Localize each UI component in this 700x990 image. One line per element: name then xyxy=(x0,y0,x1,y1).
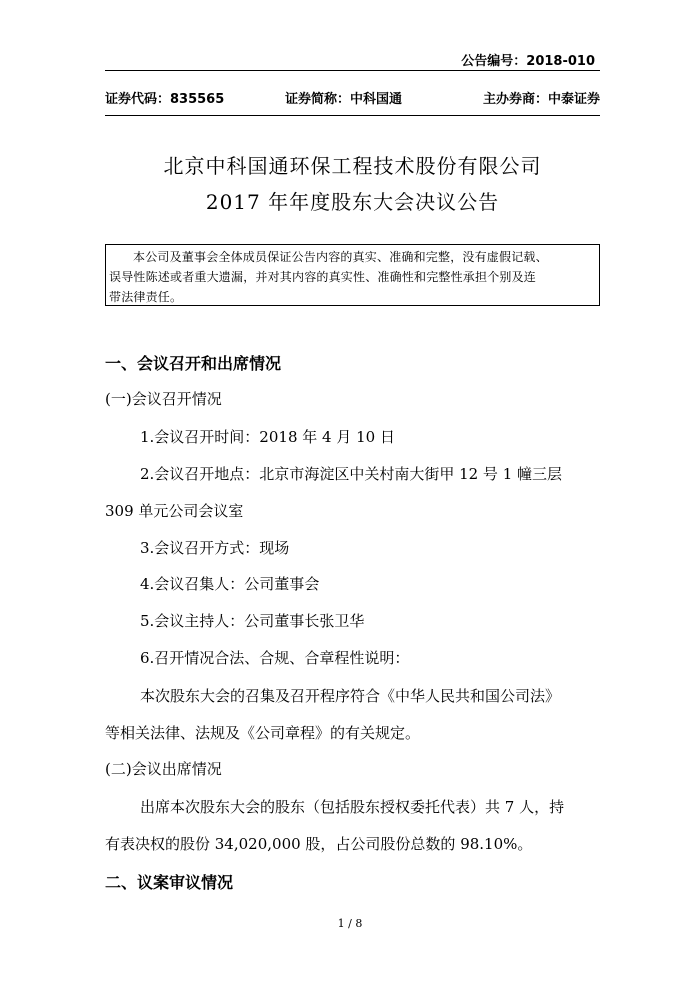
meeting-location: 2.会议召开地点：北京市海淀区中关村南大街甲 12 号 1 幢三层 xyxy=(140,465,563,483)
header-rule-bottom xyxy=(105,115,600,116)
disclaimer-line-3: 带法律责任。 xyxy=(109,290,183,304)
announcement-title: 2017 年年度股东大会决议公告 xyxy=(205,190,500,214)
company-title: 北京中科国通环保工程技术股份有限公司 xyxy=(163,154,542,178)
subsection-heading-2: (二)会议出席情况 xyxy=(105,760,222,778)
disclaimer-line-1: 本公司及董事会全体成员保证公告内容的真实、准确和完整，没有虚假记载、 xyxy=(133,250,548,264)
section-heading-2: 二、议案审议情况 xyxy=(105,873,234,892)
meeting-location-cont: 309 单元公司会议室 xyxy=(105,502,244,520)
securities-code: 证券代码：835565 xyxy=(105,92,225,107)
securities-abbreviation: 证券简称：中科国通 xyxy=(285,92,403,107)
legality-text-2: 等相关法律、法规及《公司章程》的有关规定。 xyxy=(105,724,421,742)
subsection-heading-1: (一)会议召开情况 xyxy=(105,390,222,408)
section-heading-1: 一、会议召开和出席情况 xyxy=(105,354,282,373)
attendance-text-1: 出席本次股东大会的股东（包括股东授权委托代表）共 7 人，持 xyxy=(140,798,565,816)
meeting-time: 1.会议召开时间：2018 年 4 月 10 日 xyxy=(140,428,395,446)
disclaimer-line-2: 误导性陈述或者重大遗漏，并对其内容的真实性、准确性和完整性承担个别及连 xyxy=(109,270,537,284)
notice-number: 公告编号：2018-010 xyxy=(461,54,595,69)
sponsor-broker: 主办券商：中泰证券 xyxy=(482,92,600,107)
meeting-convener: 4.会议召集人：公司董事会 xyxy=(140,575,320,593)
meeting-host: 5.会议主持人：公司董事长张卫华 xyxy=(140,612,365,630)
attendance-text-2: 有表决权的股份 34,020,000 股，占公司股份总数的 98.10%。 xyxy=(105,835,533,853)
meeting-method: 3.会议召开方式：现场 xyxy=(140,539,290,557)
page-number: 1 / 8 xyxy=(337,917,363,930)
header-rule-top xyxy=(105,70,600,71)
disclaimer-box xyxy=(105,244,600,306)
legality-heading: 6.召开情况合法、合规、合章程性说明： xyxy=(140,649,410,667)
legality-text-1: 本次股东大会的召集及召开程序符合《中华人民共和国公司法》 xyxy=(140,687,561,705)
